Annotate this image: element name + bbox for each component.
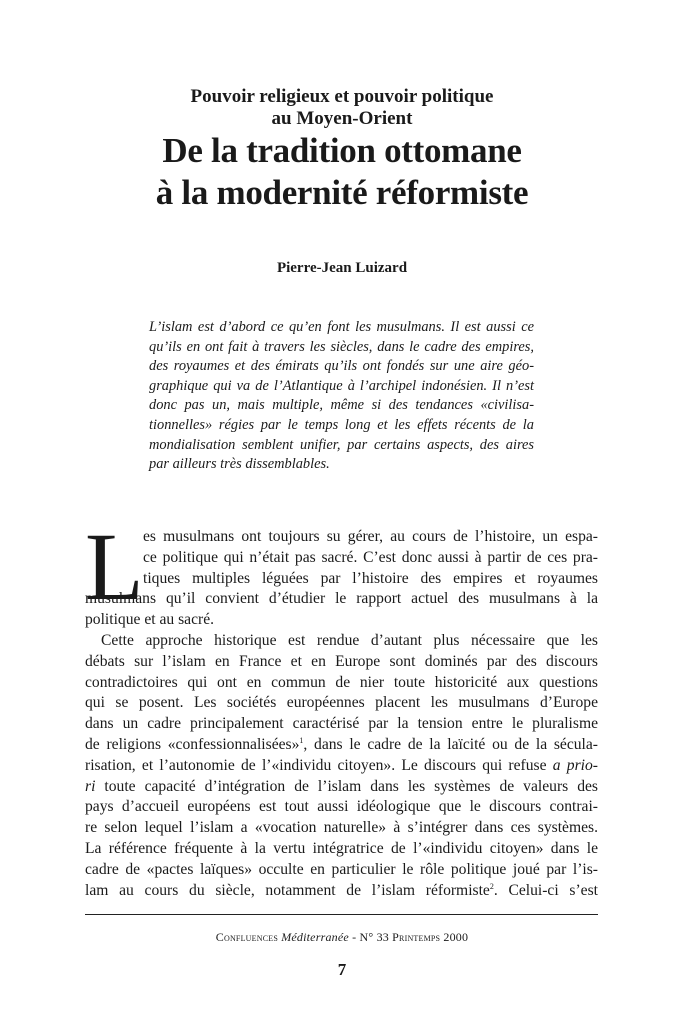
italic-phrase: a prio- [552,756,598,774]
kicker-line-2: au Moyen-Orient [271,108,413,129]
body-line: dans un cadre principalement caractérisé par la tension entre le pluralisme [85,715,598,733]
journal-name-italic: Méditerranée [281,930,349,944]
drop-cap: L [85,513,144,620]
issue-info: - N° 33 Printemps 2000 [352,930,469,944]
article-title [0,130,684,214]
body-line: pays d’accueil européens est tout aussi idéologique que le discours contrai- [85,798,598,816]
running-footer [0,930,684,945]
abstract-line: des royaumes et des émirats qu’ils ont fondés sur une aire géo- [149,358,534,375]
body-line: es musulmans ont toujours su gérer, au cours de l’histoire, un espa- [143,528,598,545]
footnote-ref-2[interactable]: 2 [489,881,494,891]
abstract-line: donc pas un, mais multiple, même si des tendances «civilisa- [149,397,534,414]
abstract-line: mondialisation semblent unifier, par certains aspects, des aires [149,436,534,453]
body-line [85,756,598,777]
page-number: 7 [337,960,347,979]
body-line [85,881,598,902]
body-line: tiques multiples léguées par l’histoire des empires et royaumes [143,569,598,587]
title-line-2: à la modernité réformiste [155,173,529,212]
italic-phrase: ri [85,777,96,795]
article-kicker [0,86,684,130]
footer-rule [85,914,598,915]
title-line-1: De la tradition ottomane [162,131,522,170]
body-line: La référence fréquente à la vertu intégratrice de l’«individu citoyen» dans le [85,839,598,857]
body-line: musulmans qu’il convient d’étudier le rapport actuel des musulmans à la [85,590,598,608]
body-text: toute capacité d’intégration de l’islam dans les systèmes de valeurs des [95,777,598,795]
body-line: ce politique qui n’était pas sacré. C’est donc aussi à partir de ces pra- [143,548,598,566]
body-text: risation, et l’autonomie de l’«individu citoyen». Le discours qui refuse [85,756,553,774]
body-line: politique et au sacré. [85,611,215,629]
abstract-line: tionnelles» régies par le temps long et les effets récents de la [149,416,534,433]
body-line: Cette approche historique est rendue d’autant plus nécessaire que les [101,631,598,649]
footnote-ref-1[interactable]: 1 [299,735,304,745]
abstract-line: par ailleurs très dissemblables. [149,456,330,473]
body-text: . Celui-ci s’est [493,881,598,899]
abstract-line: graphique qui va de l’Atlantique à l’archipel indonésien. Il n’est [149,377,534,394]
article-body [85,513,598,901]
journal-name: Confluences [215,930,278,944]
body-line: contradictoires qui ont en commun de nier toute historicité aux questions [85,673,598,691]
body-line [85,777,598,798]
body-text: , dans le cadre de la laïcité ou de la sécula- [303,735,598,753]
body-line: re selon lequel l’islam a «vocation naturelle» à s’intégrer dans ces systèmes. [85,819,598,837]
kicker-line-1: Pouvoir religieux et pouvoir politique [190,86,494,107]
article-abstract [149,318,534,475]
body-text: de religions «confessionnalisées» [85,735,300,753]
body-line [85,735,598,756]
article-author: Pierre-Jean Luizard [276,260,408,276]
body-text: lam au cours du siècle, notamment de l’islam réformiste [85,881,490,899]
body-line: qui se posent. Les sociétés européennes placent les musulmans d’Europe [85,694,598,712]
abstract-line: L’islam est d’abord ce qu’en font les musulmans. Il est aussi ce [149,319,534,335]
body-line: cadre de «pactes laïques» occulte en particulier le rôle politique joué par l’is- [85,860,598,878]
body-line: débats sur l’islam en France et en Europe sont dominés par des discours [85,652,598,670]
abstract-line: qu’ils en ont fait à travers les siècles, dans le cadre des empires, [149,338,534,355]
